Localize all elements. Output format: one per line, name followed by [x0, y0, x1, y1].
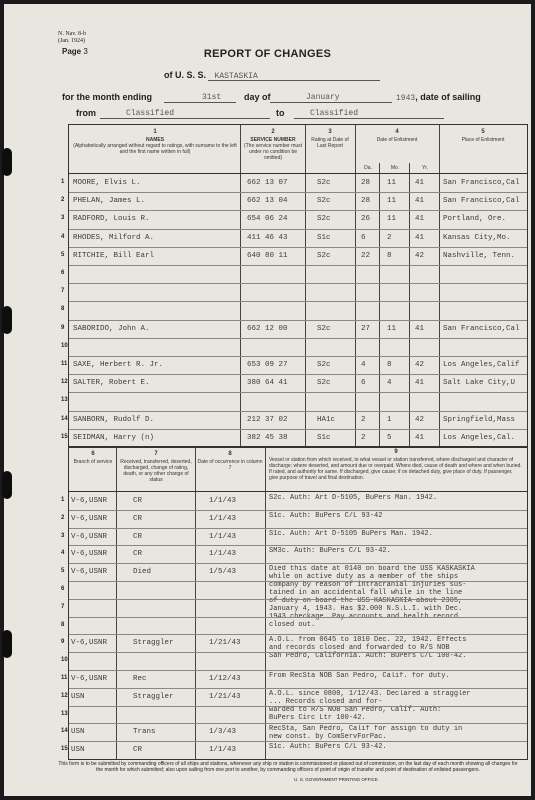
row-number: 13	[61, 710, 68, 717]
crew-name: PHELAN, James L.	[73, 197, 146, 206]
remarks-text: From RecSta NOB San Pedro, Calif. for duty.	[269, 672, 450, 680]
rating: S2c	[317, 215, 331, 224]
enlist-place: Portland, Ore.	[443, 215, 507, 224]
service-number: 653 09 27	[247, 361, 288, 369]
change-of-status: Died	[133, 568, 152, 577]
row-number: 7	[61, 603, 65, 610]
binder-hole	[2, 306, 12, 334]
day-subheader: Da.	[364, 165, 372, 171]
crew-name: SEIDMAN, Harry (n)	[73, 433, 155, 442]
service-number: 662 13 04	[247, 197, 288, 206]
form-id: N. Nav. 8-b	[58, 31, 86, 37]
row-number: 8	[61, 306, 65, 313]
branch-of-service: V-6,USNR	[71, 568, 108, 577]
service-number: 411 46 43	[247, 233, 288, 242]
row-number: 14	[61, 728, 68, 735]
branch-of-service: USN	[71, 692, 85, 701]
row-number: 9	[61, 639, 65, 646]
rating: S2c	[317, 324, 331, 333]
enlist-day: 6	[361, 233, 366, 242]
enlist-day: 2	[361, 433, 366, 442]
service-number: 382 45 38	[247, 433, 288, 442]
change-header: 7 Received, transferred, deserted, discharged, change of rating, death, or any other change of status	[120, 451, 192, 483]
crew-name: SALTER, Robert E.	[73, 379, 150, 388]
enlist-day: 26	[361, 215, 371, 224]
from-label: from	[76, 108, 96, 118]
branch-header: 6 Branch of service	[73, 451, 113, 465]
row-number: 12	[61, 379, 68, 386]
branch-of-service: V-6,USNR	[71, 532, 108, 541]
binder-hole	[2, 148, 12, 176]
row-number: 5	[61, 251, 65, 258]
rating: HA1c	[317, 415, 336, 424]
occurrence-date: 1/1/43	[209, 497, 237, 505]
crew-name: MOORE, Elvis L.	[73, 179, 141, 187]
enlist-year: 42	[415, 415, 425, 424]
enlist-month: 8	[387, 361, 392, 369]
enlist-year: 41	[415, 324, 425, 333]
branch-of-service: V-6,USNR	[71, 514, 108, 523]
enlist-day: 2	[361, 415, 366, 424]
crew-name: SAXE, Herbert R. Jr.	[73, 361, 164, 369]
enlist-day: 4	[361, 361, 366, 369]
rating: S1c	[317, 233, 331, 242]
enlist-place: Salt Lake City,U	[443, 379, 516, 388]
enlist-day: 28	[361, 197, 371, 206]
row-number: 11	[61, 675, 68, 681]
enlist-year: 41	[415, 379, 425, 388]
enlist-year: 41	[415, 197, 425, 206]
enlist-place: San Francisco,Cal	[443, 197, 520, 206]
enlist-month: 11	[387, 197, 397, 206]
enlist-month: 5	[387, 433, 392, 442]
row-number: 1	[61, 497, 65, 503]
occurrence-date: 1/3/43	[209, 728, 237, 737]
row-number: 3	[61, 215, 65, 222]
enlist-year: 41	[415, 233, 425, 242]
row-number: 6	[61, 270, 65, 276]
branch-of-service: USN	[71, 728, 85, 737]
crew-name: RHODES, Milford A.	[73, 233, 155, 242]
report-page	[4, 4, 531, 796]
enlist-month: 11	[387, 215, 397, 224]
enlist-month: 2	[387, 233, 392, 242]
branch-of-service: V-6,USNR	[71, 497, 108, 505]
row-number: 7	[61, 288, 65, 295]
branch-of-service: V-6,USNR	[71, 675, 108, 683]
enlist-place: San Francisco,Cal	[443, 324, 520, 333]
remarks-text: SM3c. Auth: BuPers C/L 93-42.	[269, 547, 391, 556]
change-of-status: CR	[133, 746, 143, 755]
branch-of-service: USN	[71, 746, 85, 755]
enlist-place: Springfield,Mass	[443, 415, 516, 424]
day-value: 31st	[202, 93, 222, 102]
row-number: 12	[61, 692, 68, 699]
page-label: Page	[62, 47, 82, 56]
row-number: 11	[61, 361, 68, 367]
service-number: 380 64 41	[247, 379, 288, 388]
footer-instructions: This form is to be submitted by commanding officers of all ships and stations, whenever any ship or station is commissioned or placed out of commission, on the last day of each month showing all changes for the month for which submitted; also upon sailing from one port to another, by commanding officers of point of origin of transfer and point of destination of enlisted passengers.	[58, 761, 518, 773]
rating: S2c	[317, 251, 331, 260]
ship-name: KASTASKIA	[214, 72, 258, 81]
enlist-month: 1	[387, 415, 392, 424]
row-number: 15	[61, 433, 68, 440]
row-number: 3	[61, 532, 65, 539]
service-number: 640 80 11	[247, 251, 288, 260]
rating: S2c	[317, 197, 331, 206]
month-subheader: Mo.	[390, 165, 400, 171]
printer-credit: U. S. GOVERNMENT PRINTING OFFICE	[294, 777, 378, 782]
month-value: January	[306, 93, 340, 102]
service-number: 662 13 07	[247, 179, 288, 187]
crew-name: RITCHIE, Bill Earl	[73, 251, 155, 260]
names-table	[61, 124, 528, 448]
enlist-month: 11	[387, 324, 397, 333]
enlist-month: 8	[387, 251, 392, 260]
row-number: 4	[61, 233, 65, 240]
month-label: for the month ending	[62, 92, 152, 102]
sailing-label: , date of sailing	[415, 92, 481, 102]
to-label: to	[276, 108, 285, 118]
year-subheader: Yr.	[421, 165, 429, 171]
year-line	[396, 92, 481, 103]
remarks-text: RecSta, San Pedro, Calif for assign to duty in new const. by ComServForPac.	[269, 725, 463, 742]
remarks-text: A.O.L. since 0800, 1/12/43. Declared a straggler ... Records closed and for- warded to R/S NOB San Pedro, Calif. Auth: BuPers Circ Ltr 100-42.	[269, 689, 471, 722]
enlist-day: 6	[361, 379, 366, 388]
occurrence-date: 1/5/43	[209, 568, 237, 577]
change-of-status: Rec	[133, 675, 147, 683]
enlist-day: 27	[361, 324, 371, 333]
binder-hole	[2, 471, 12, 499]
occurrence-date-header: 8 Date of occurrence in column 7	[197, 451, 263, 471]
service-number-header: 2 SERVICE NUMBER (The service number must under no condition be omitted)	[243, 129, 303, 161]
form-date: (Jan. 1924)	[58, 38, 85, 44]
remarks-header: 9 Vessel or station from which received, to what vessel or station transferred, where discharged and character of discharge; where deserted, and amount due or overpaid. Where died, cause of death and where and when buried. If rated, and authority for same. If discharged, give cause; if on detached duty, give place of duty. If passenger, give purpose of travel and final destination.	[269, 449, 522, 481]
crew-name: RADFORD, Louis R.	[73, 215, 150, 224]
change-of-status: CR	[133, 532, 143, 541]
change-of-status: CR	[133, 550, 143, 559]
enlist-month: 4	[387, 379, 392, 388]
row-number: 8	[61, 621, 65, 628]
remarks-text: A.O.L. from 0645 to 1010 Dec. 22, 1942. Effects and records closed and forwarded to R/S NOB San Pedro, California. Auth: BuPers C/L 100-42.	[269, 636, 467, 661]
enlist-year: 41	[415, 179, 425, 187]
occurrence-date: 1/1/43	[209, 550, 237, 559]
occurrence-date: 1/12/43	[209, 675, 241, 683]
enlist-place: San Francisco,Cal	[443, 179, 520, 187]
row-number: 9	[61, 324, 65, 331]
page-title: REPORT OF CHANGES	[203, 48, 332, 60]
of-uss-label: of U. S. S.	[164, 70, 207, 80]
binder-hole	[2, 630, 12, 658]
enlist-day: 28	[361, 179, 371, 187]
row-number: 15	[61, 746, 68, 753]
row-number: 13	[61, 397, 68, 404]
service-number: 654 06 24	[247, 215, 288, 224]
enlist-year: 42	[415, 361, 425, 369]
to-value: Classified	[310, 109, 359, 118]
crew-name: SABORIDO, John A.	[73, 324, 150, 333]
service-number: 212 37 02	[247, 415, 288, 424]
rating: S2c	[317, 379, 331, 388]
row-number: 2	[61, 197, 65, 204]
branch-of-service: V-6,USNR	[71, 550, 108, 559]
crew-name: SANBORN, Rudolf D.	[73, 415, 155, 424]
place-header: 5 Place of Enlistment	[461, 129, 505, 143]
enlist-year: 41	[415, 215, 425, 224]
occurrence-date: 1/21/43	[209, 692, 241, 701]
enlist-month: 11	[387, 179, 397, 187]
enlist-place: Kansas City,Mo.	[443, 233, 511, 242]
enlistment-date-header: 4 Date of Enlistment	[376, 129, 418, 143]
enlist-place: Los Angeles,Cal.	[443, 433, 516, 442]
change-of-status: CR	[133, 514, 143, 523]
remarks-text: S1c. Auth: Art D-5105 BuPers Man. 1942.	[269, 529, 433, 538]
page-number: 3	[83, 47, 88, 56]
day-label: day of	[244, 92, 271, 102]
row-number: 4	[61, 550, 65, 557]
names-column-header: 1 NAMES (Alphabetically arranged without regard to ratings, with surname to the left and the first name written in full)	[73, 129, 237, 155]
row-number: 5	[61, 568, 65, 575]
occurrence-date: 1/1/43	[209, 514, 237, 523]
enlist-place: Nashville, Tenn.	[443, 251, 516, 260]
enlist-year: 41	[415, 433, 425, 442]
remarks-text: S1c. Auth: BuPers C/L 93-42.	[269, 743, 387, 752]
rating-header: 3 Rating at Date of Last Report	[311, 129, 349, 149]
change-of-status: Straggler	[133, 692, 174, 701]
enlist-day: 22	[361, 251, 371, 260]
row-number: 2	[61, 514, 65, 521]
remarks-text: S1c. Auth: BuPers C/L 93-42	[269, 511, 383, 520]
year-value: 1943	[396, 94, 416, 103]
occurrence-date: 1/1/43	[209, 532, 237, 541]
occurrence-date: 1/1/43	[209, 746, 237, 755]
row-number: 10	[61, 657, 68, 664]
enlist-year: 42	[415, 251, 425, 260]
changes-table	[61, 446, 528, 760]
rating: S2c	[317, 361, 331, 369]
from-value: Classified	[126, 109, 175, 118]
row-number: 10	[61, 342, 68, 349]
remarks-text: S2c. Auth: Art D-5105, BuPers Man. 1942.	[269, 494, 438, 502]
occurrence-date: 1/21/43	[209, 639, 241, 648]
change-of-status: Straggler	[133, 639, 174, 648]
row-number: 1	[61, 179, 65, 185]
row-number: 14	[61, 415, 68, 422]
rating: S2c	[317, 179, 331, 187]
branch-of-service: V-6,USNR	[71, 639, 108, 648]
change-of-status: Trans	[133, 728, 156, 737]
remarks-text: Died this date at 0140 on board the USS KASKASKIA while on active duty as a member of the ships company by reason of intracranial injuries sus- tained in an accidental fall while in the line of duty on board the USS KASKASKIA about 2305, January 4, 1943. Has $2.000 N.S.L.I. with Dec. 1943 checkage. Pay accounts and health record closed out.	[269, 565, 475, 630]
enlist-place: Los Angeles,Calif	[443, 361, 520, 369]
service-number: 662 12 00	[247, 324, 288, 333]
rating: S1c	[317, 433, 331, 442]
change-of-status: CR	[133, 497, 143, 505]
row-number: 6	[61, 586, 65, 592]
